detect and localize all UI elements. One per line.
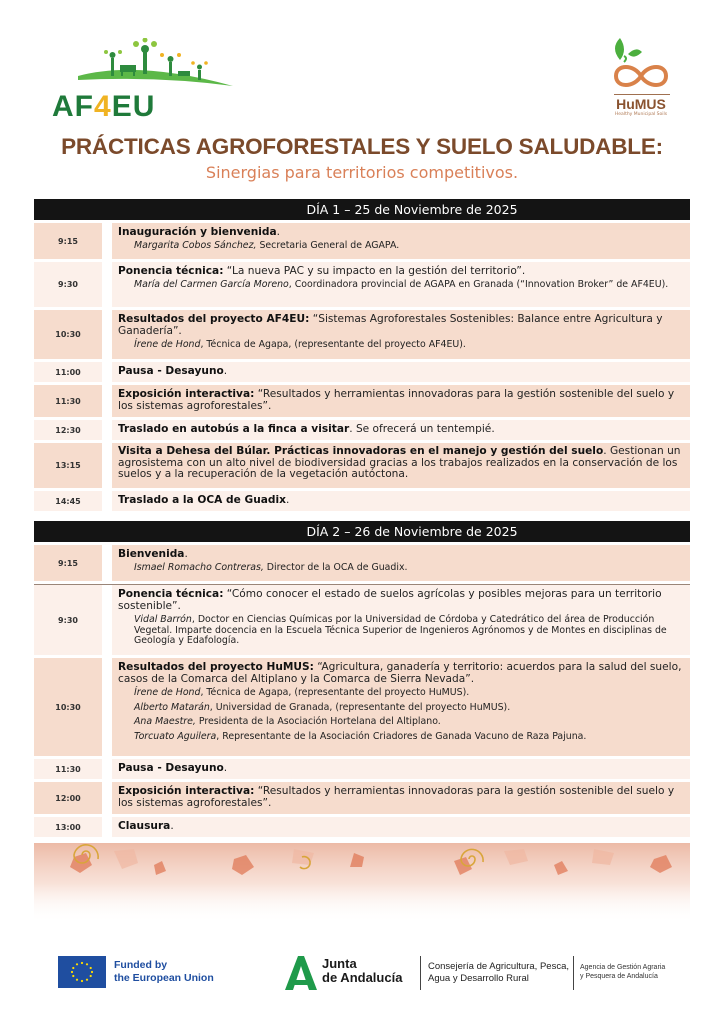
session-row <box>34 443 690 488</box>
speaker: Ana Maestre, Presidenta de la Asociación Hortelana del Altiplano. <box>134 716 441 727</box>
humus-divider <box>614 94 670 95</box>
session-time: 12:00 <box>34 782 102 814</box>
session-time: 10:30 <box>34 658 102 756</box>
session-title: Exposición interactiva: <box>118 785 255 797</box>
speaker: Ismael Romacho Contreras, Director de la OCA de Guadix. <box>134 562 408 573</box>
session-title: Traslado en autobús a la finca a visitar <box>118 423 350 435</box>
session-content: Clausura. <box>112 817 690 837</box>
humus-logo <box>606 36 676 122</box>
session-title: Exposición interactiva: <box>118 388 255 400</box>
day-header: DÍA 1 – 25 de Noviembre de 2025 <box>34 199 690 220</box>
day-2-schedule <box>34 521 690 837</box>
session-content: Exposición interactiva: “Resultados y herramientas innovadoras para la gestión sostenible del suelo y los sistemas agroforestales”. <box>112 782 690 814</box>
session-row <box>34 658 690 756</box>
session-title: Pausa - Desayuno <box>118 365 224 377</box>
session-time: 9:15 <box>34 223 102 259</box>
decorative-salt-band <box>34 843 690 923</box>
session-content: Bienvenida. Ismael Romacho Contreras, Director de la OCA de Guadix. <box>112 545 690 581</box>
session-title: Ponencia técnica: <box>118 265 224 277</box>
session-content: Ponencia técnica: “Cómo conocer el estado de suelos agrícolas y posibles mejoras para un territorio sostenible”. Vidal Barrón, Doctor en Ciencias Químicas por la Universidad de Córdoba y Catedrático del área de Producción Vegetal. Imparte docencia en la Escuela Técnica Superior de Ingenieros Agrónomos y de Montes en disciplinas de Geología y Edafología. <box>112 585 690 655</box>
session-row <box>34 262 690 307</box>
speaker: María del Carmen García Moreno, Coordinadora provincial de AGAPA en Granada (“Innovation Broker” de AF4EU). <box>134 279 669 290</box>
speaker: Alberto Matarán, Universidad de Granada, (representante del proyecto HuMUS). <box>134 701 511 713</box>
humus-name: HuMUS <box>616 96 666 112</box>
session-title: Visita a Dehesa del Búlar. Prácticas innovadoras en el manejo y gestión del suelo <box>118 445 604 457</box>
session-content: Traslado a la OCA de Guadix. <box>112 491 690 511</box>
session-row <box>34 491 690 511</box>
session-title: Resultados del proyecto AF4EU: <box>118 313 310 325</box>
session-time: 9:30 <box>34 262 102 307</box>
session-content: Pausa - Desayuno. <box>112 362 690 382</box>
session-row <box>34 759 690 779</box>
session-row <box>34 782 690 814</box>
session-row <box>34 385 690 417</box>
session-content: Traslado en autobús a la finca a visitar. Se ofrecerá un tentempié. <box>112 420 690 440</box>
session-row <box>34 420 690 440</box>
session-row <box>34 817 690 837</box>
speaker: Margarita Cobos Sánchez, Secretaria General de AGAPA. <box>134 240 400 251</box>
footer-sponsors <box>0 948 724 998</box>
session-title: Clausura <box>118 820 171 832</box>
junta-andalucia-logo-icon <box>284 954 318 992</box>
session-title: Traslado a la OCA de Guadix <box>118 494 286 506</box>
af4eu-wordmark: AF4EU <box>52 90 156 123</box>
session-time: 14:45 <box>34 491 102 511</box>
session-content: Resultados del proyecto HuMUS: “Agricultura, ganadería y territorio: acuerdos para la salud del suelo, casos de la Comarca del Altiplano y la Comarca de Sierra Nevada”. Írene de Hond, Técnica de Agapa, (representante del proyecto HuMUS). Alberto Matarán, Universidad de Granada, (representante del proyecto HuMUS). Ana Maestre, Presidenta de la Asociación Hortelana del Altiplano. Torcuato Aguilera, Representante de la Asociación Criadores de Ganada Vacuno de Raza Pajuna. <box>112 658 690 756</box>
session-content: Visita a Dehesa del Búlar. Prácticas innovadoras en el manejo y gestión del suelo. Gestionan un agrosistema con un alto nivel de biodiversidad gracias a los trabajos realizados en la conservación de los suelos y a la recuperación de la vegetación autóctona. <box>112 443 690 488</box>
session-time: 12:30 <box>34 420 102 440</box>
speaker: Írene de Hond, Técnica de Agapa, (representante del proyecto HuMUS). <box>134 687 470 698</box>
session-title: Pausa - Desayuno <box>118 762 224 774</box>
day-header: DÍA 2 – 26 de Noviembre de 2025 <box>34 521 690 542</box>
footer-divider <box>420 956 421 990</box>
footer-divider <box>573 956 574 990</box>
agencia-label: Agencia de Gestión Agraria y Pesquera de Andalucía <box>580 964 666 980</box>
session-time: 13:15 <box>34 443 102 488</box>
session-row <box>34 545 690 581</box>
speaker: Írene de Hond, Técnica de Agapa, (representante del proyecto AF4EU). <box>134 339 466 350</box>
session-content: Exposición interactiva: “Resultados y herramientas innovadoras para la gestión sostenible del suelo y los sistemas agroforestales”. <box>112 385 690 417</box>
eu-funding-label: Funded by the European Union <box>114 959 214 984</box>
eu-flag-icon <box>58 956 106 988</box>
session-title: Resultados del proyecto HuMUS: <box>118 661 314 673</box>
session-row <box>34 310 690 359</box>
humus-tagline: Healthy Municipal Soils <box>614 112 668 117</box>
session-row <box>34 584 690 655</box>
session-time: 10:30 <box>34 310 102 359</box>
humus-leaf-infinity-icon <box>606 36 676 92</box>
af4eu-trees-icon <box>48 38 238 98</box>
session-time: 9:15 <box>34 545 102 581</box>
speaker: Torcuato Aguilera, Representante de la Asociación Criadores de Ganada Vacuno de Raza Pajuna. <box>134 730 587 742</box>
session-title: Ponencia técnica: <box>118 588 224 600</box>
session-title: Inauguración y bienvenida <box>118 226 277 238</box>
session-time: 13:00 <box>34 817 102 837</box>
af4eu-logo <box>48 38 238 124</box>
session-content: Pausa - Desayuno. <box>112 759 690 779</box>
session-row <box>34 223 690 259</box>
session-time: 11:30 <box>34 759 102 779</box>
session-time: 11:30 <box>34 385 102 417</box>
session-content: Resultados del proyecto AF4EU: “Sistemas Agroforestales Sostenibles: Balance entre Agricultura y Ganadería”. Írene de Hond, Técnica de Agapa, (representante del proyecto AF4EU). <box>112 310 690 359</box>
session-content: Inauguración y bienvenida. Margarita Cobos Sánchez, Secretaria General de AGAPA. <box>112 223 690 259</box>
session-title: Bienvenida <box>118 548 185 560</box>
session-time: 11:00 <box>34 362 102 382</box>
session-row <box>34 362 690 382</box>
session-time: 9:30 <box>34 585 102 655</box>
consejeria-label: Consejería de Agricultura, Pesca, Agua y Desarrollo Rural <box>428 961 569 984</box>
page-subtitle: Sinergias para territorios competitivos. <box>205 163 519 182</box>
speaker: Vidal Barrón, Doctor en Ciencias Químicas por la Universidad de Córdoba y Catedrático del área de Producción Vegetal. Imparte docencia en la Escuela Técnica Superior de Ingenieros Agrónomos y de Montes en disciplinas de Geología y Edafología. <box>134 614 667 646</box>
day-1-schedule <box>34 199 690 511</box>
junta-andalucia-label: Junta de Andalucía <box>322 956 403 985</box>
session-content: Ponencia técnica: “La nueva PAC y su impacto en la gestión del territorio”. María del Carmen García Moreno, Coordinadora provincial de AGAPA en Granada (“Innovation Broker” de AF4EU). <box>112 262 690 307</box>
page-title: PRÁCTICAS AGROFORESTALES Y SUELO SALUDABLE: <box>61 134 663 159</box>
decorative-pattern-icon <box>34 843 690 923</box>
